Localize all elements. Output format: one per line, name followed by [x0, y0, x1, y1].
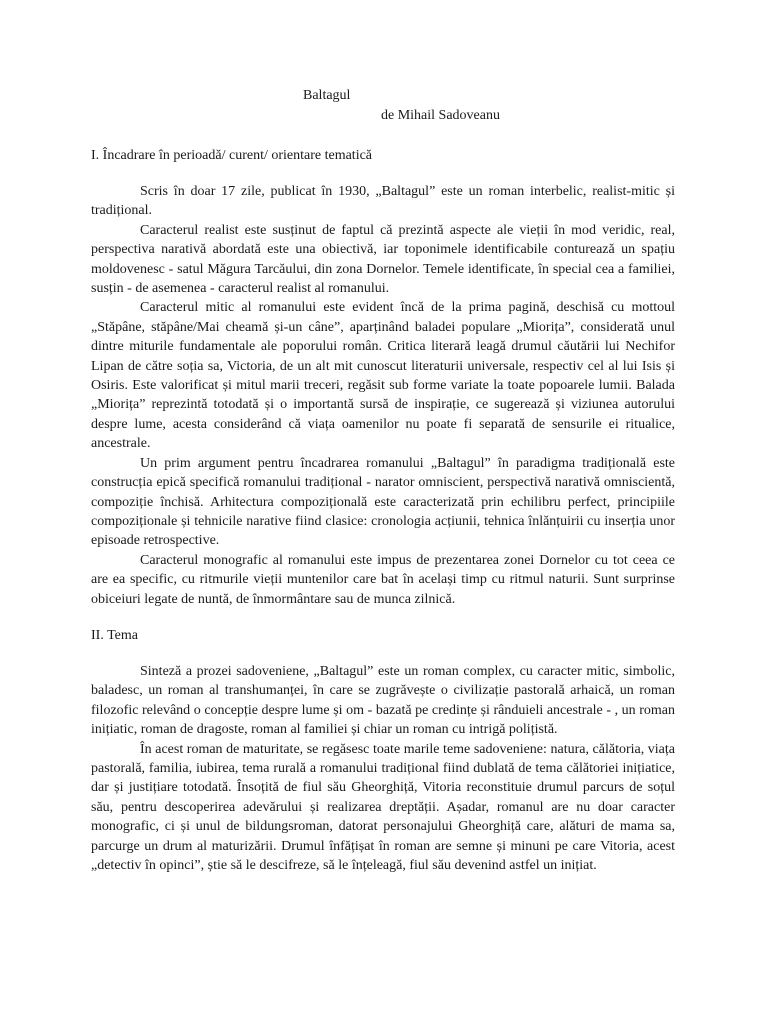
- author-line: de Mihail Sadoveanu: [381, 108, 500, 123]
- document-title: Baltagul: [303, 88, 351, 103]
- section-heading-tema: II. Tema: [91, 628, 138, 643]
- paragraph: Sinteză a prozei sadoveniene, „Baltagul” este un roman complex, cu caracter mitic, simbolic, baladesc, un roman al transhumanței, în care se zugrăvește o civilizație pastorală arhaică, un roman filozofic relevând o concepție despre lume și om - bazată pe credințe și rânduieli ancestrale - , un roman inițiatic, roman de dragoste, roman al familiei și chiar un roman cu intrigă polițistă.: [91, 664, 675, 738]
- section-body-incadrare: [91, 182, 675, 609]
- paragraph: Caracterul monografic al romanului este impus de prezentarea zonei Dornelor cu tot ceea ce are ea specific, cu ritmurile vieții muntenilor care bat în același timp cu ritmul naturii. Sunt surprinse obiceiuri legate de nuntă, de înmormântare sau de munca zilnică.: [91, 552, 675, 607]
- paragraph: Caracterul mitic al romanului este evident încă de la prima pagină, deschisă cu mottoul „Stăpâne, stăpâne/Mai cheamă și-un câne”, aparținând baladei populare „Miorița”, considerată unul dintre miturile fundamentale ale poporului român. Critica literară leagă drumul căutării lui Nechifor Lipan de către soția sa, Victoria, de un alt mit cunoscut literaturii universale, respectiv cel al lui Isis și Osiris. Este valorificat și mitul marii treceri, regăsit sub forme variate la toate popoarele lumii. Balada „Miorița” reprezintă totodată și o importantă sursă de inspirație, ce sugerează și viziunea autorului despre lume, acesta considerând că viața oamenilor nu poate fi separată de sensurile ei ritualice, ancestrale.: [91, 300, 675, 452]
- paragraph: Un prim argument pentru încadrarea romanului „Baltagul” în paradigma tradițională este construcția epică specifică romanului tradițional - narator omniscient, perspectivă narativă omniscientă, compoziție închisă. Arhitectura compozițională este caracterizată prin echilibru perfect, principiile compoziționale și tehnicile narative fiind clasice: cronologia acțiunii, tehnica înlănțuirii cu inserția unor episoade retrospective.: [91, 455, 675, 549]
- paragraph: Scris în doar 17 zile, publicat în 1930, „Baltagul” este un roman interbelic, realist-mitic și tradițional.: [91, 184, 675, 219]
- section-body-tema: [91, 662, 675, 875]
- paragraph: Caracterul realist este susținut de faptul că prezintă aspecte ale vieții în mod veridic, real, perspectiva narativă abordată este una obiectivă, iar toponimele identificabile conturează un spațiu moldovenesc - satul Măgura Tarcăului, din zona Dornelor. Temele identificate, în special cea a familiei, susțin - de asemenea - caracterul realist al romanului.: [91, 222, 675, 297]
- section-heading-incadrare: I. Încadrare în perioadă/ curent/ orientare tematică: [91, 148, 373, 163]
- paragraph: În acest roman de maturitate, se regăsesc toate marile teme sadoveniene: natura, călătoria, viața pastorală, familia, iubirea, tema rurală a romanului tradițional fiind dublată de tema călătoriei inițiatice, dar și justițiare totodată. Însoțită de fiul său Gheorghiță, Vitoria reconstituie drumul parcurs de soțul său, pentru descoperirea adevărului și realizarea dreptății. Așadar, romanul are nu doar caracter monografic, ci și unul de bildungsroman, datorat personajului Gheorghiță care, alături de mama sa, parcurge un drum al maturizării. Drumul înfățișat în roman are semne și minuni pe care Vitoria, acest „detectiv în opinci”, știe să le descifreze, să le înțeleagă, fiul său devenind astfel un inițiat.: [91, 741, 675, 874]
